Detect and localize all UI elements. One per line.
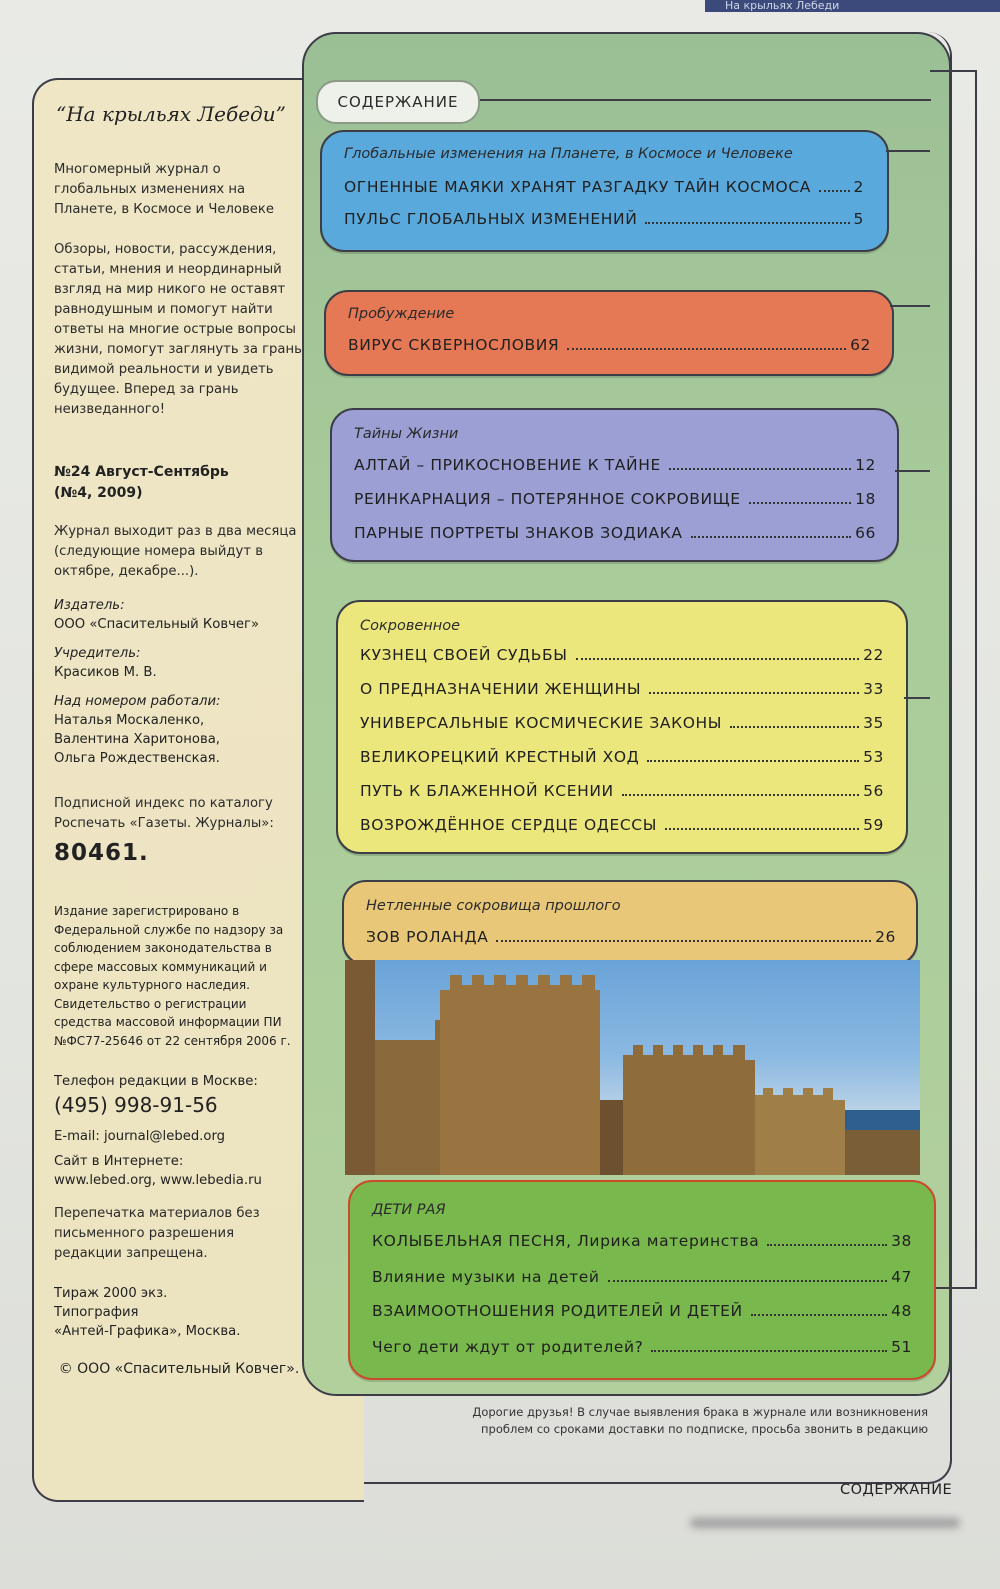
bracket-tick — [886, 150, 930, 152]
contents-connector — [476, 99, 931, 101]
registration-text: Издание зарегистрировано в Федеральной службе по надзору за соблюдением законодательства в сфере массовых коммуникаций и охране культурного наследия. Свидетельство о регистрации средства массовой информации ПИ №ФС77-25646 от 22 сентября 2006 г. — [54, 904, 291, 1048]
toc-entry[interactable]: ПАРНЫЕ ПОРТРЕТЫ ЗНАКОВ ЗОДИАКА 66 — [354, 524, 876, 542]
staff-label: Над номером работали: — [54, 694, 221, 709]
toc-entry[interactable]: ВИРУС СКВЕРНОСЛОВИЯ 62 — [348, 336, 871, 354]
section-category: Глобальные изменения на Планете, в Космосе и Человеке — [344, 146, 793, 162]
phone-label: Телефон редакции в Москве: — [54, 1074, 258, 1089]
section-category: Тайны Жизни — [354, 426, 459, 442]
phone-number: (495) 998-91-56 — [54, 1093, 218, 1117]
toc-entry[interactable]: ВЕЛИКОРЕЦКИЙ КРЕСТНЫЙ ХОД 53 — [360, 748, 884, 766]
founder-label: Учредитель: — [54, 646, 141, 661]
site-text: www.lebed.org, www.lebedia.ru — [54, 1173, 262, 1188]
blurred-mark — [690, 1518, 960, 1528]
subscription-text: Подписной индекс по каталогу Роспечать «Газеты. Журналы»: — [54, 796, 274, 831]
toc-entry[interactable]: ПУТЬ К БЛАЖЕННОЙ КСЕНИИ 56 — [360, 782, 884, 800]
section-category: Нетленные сокровища прошлого — [366, 898, 621, 914]
section-sacred — [336, 600, 908, 854]
reprint-notice: Перепечатка материалов без письменного разрешения редакции запрещена. — [54, 1206, 260, 1261]
section-global-changes — [320, 130, 889, 252]
staff-member: Наталья Москаленко, — [54, 713, 205, 728]
publisher-value: ООО «Спасительный Ковчег» — [54, 617, 260, 632]
site-label: Сайт в Интернете: — [54, 1154, 184, 1169]
toc-entry[interactable]: О ПРЕДНАЗНАЧЕНИИ ЖЕНЩИНЫ 33 — [360, 680, 884, 698]
copyright: © ООО «Спасительный Ковчег». — [58, 1361, 300, 1377]
contents-bracket — [930, 70, 977, 1289]
toc-entry[interactable]: Влияние музыки на детей 47 — [372, 1268, 912, 1286]
section-category: ДЕТИ РАЯ — [372, 1202, 446, 1218]
email-text: E-mail: journal@lebed.org — [54, 1129, 226, 1144]
toc-entry[interactable]: УНИВЕРСАЛЬНЫЕ КОСМИЧЕСКИЕ ЗАКОНЫ 35 — [360, 714, 884, 732]
issue-number: №24 Август-Сентябрь — [54, 464, 229, 480]
contents-heading: СОДЕРЖАНИЕ — [316, 80, 480, 124]
toc-entry[interactable]: ВОЗРОЖДЁННОЕ СЕРДЦЕ ОДЕССЫ 59 — [360, 816, 884, 834]
print-run: Тираж 2000 экз. — [54, 1286, 168, 1301]
page-section-label: СОДЕРЖАНИЕ — [840, 1482, 953, 1498]
printer-name: «Антей-Графика», Москва. — [54, 1324, 241, 1339]
bracket-tick — [890, 305, 930, 307]
staff-member: Ольга Рождественская. — [54, 751, 220, 766]
toc-entry[interactable]: АЛТАЙ – ПРИКОСНОВЕНИЕ К ТАЙНЕ 12 — [354, 456, 876, 474]
printer-label: Типография — [54, 1305, 139, 1320]
toc-entry[interactable]: КУЗНЕЦ СВОЕЙ СУДЬБЫ 22 — [360, 646, 884, 664]
section-awakening — [324, 290, 894, 376]
section-life-mysteries — [330, 408, 899, 562]
issue-info — [54, 462, 304, 504]
toc-entry[interactable]: ЗОВ РОЛАНДА 26 — [366, 928, 896, 946]
section-category: Сокровенное — [360, 618, 461, 634]
magazine-description: Обзоры, новости, рассуждения, статьи, мнения и неординарный взгляд на мир никого не оставят равнодушным и помогут найти ответы на многие острые вопросы жизни, помогут заглянуть за грань видимой реальности и увидеть будущее. Вперед за грань неизведанного! — [54, 242, 302, 417]
magazine-subtitle: Многомерный журнал о глобальных изменениях на Планете, в Космосе и Человеке — [54, 162, 274, 217]
toc-entry[interactable]: ПУЛЬС ГЛОБАЛЬНЫХ ИЗМЕНЕНИЙ 5 — [344, 210, 864, 228]
castle-walls-image — [345, 960, 920, 1175]
footer-note: Дорогие друзья! В случае выявления брака в журнале или возникновения проблем со сроками доставки по подписке, просьба звонить в редакцию — [472, 1405, 928, 1436]
bracket-tick — [895, 470, 930, 472]
castle-photo — [345, 960, 920, 1175]
founder-value: Красиков М. В. — [54, 665, 157, 680]
toc-entry[interactable]: ВЗАИМООТНОШЕНИЯ РОДИТЕЛЕЙ И ДЕТЕЙ 48 — [372, 1302, 912, 1320]
toc-entry[interactable]: ОГНЕННЫЕ МАЯКИ ХРАНЯТ РАЗГАДКУ ТАЙН КОСМОСА 2 — [344, 178, 864, 196]
header-tab: На крыльях Лебеди — [705, 0, 1000, 12]
section-children-of-paradise — [348, 1180, 936, 1380]
issue-year: (№4, 2009) — [54, 485, 143, 501]
magazine-title: “На крыльях Лебеди” — [56, 102, 286, 126]
subscription-index: 80461. — [54, 840, 149, 866]
bracket-tick — [904, 697, 930, 699]
frequency-text: Журнал выходит раз в два месяца (следующие номера выйдут в октябре, декабре...). — [54, 524, 297, 579]
section-treasures — [342, 880, 918, 966]
toc-entry[interactable]: РЕИНКАРНАЦИЯ – ПОТЕРЯННОЕ СОКРОВИЩЕ 18 — [354, 490, 876, 508]
publisher-label: Издатель: — [54, 598, 125, 613]
staff-member: Валентина Харитонова, — [54, 732, 220, 747]
section-category: Пробуждение — [348, 306, 455, 322]
imprint-content — [54, 102, 304, 1379]
toc-entry[interactable]: КОЛЫБЕЛЬНАЯ ПЕСНЯ, Лирика материнства 38 — [372, 1232, 912, 1250]
toc-entry[interactable]: Чего дети ждут от родителей? 51 — [372, 1338, 912, 1356]
